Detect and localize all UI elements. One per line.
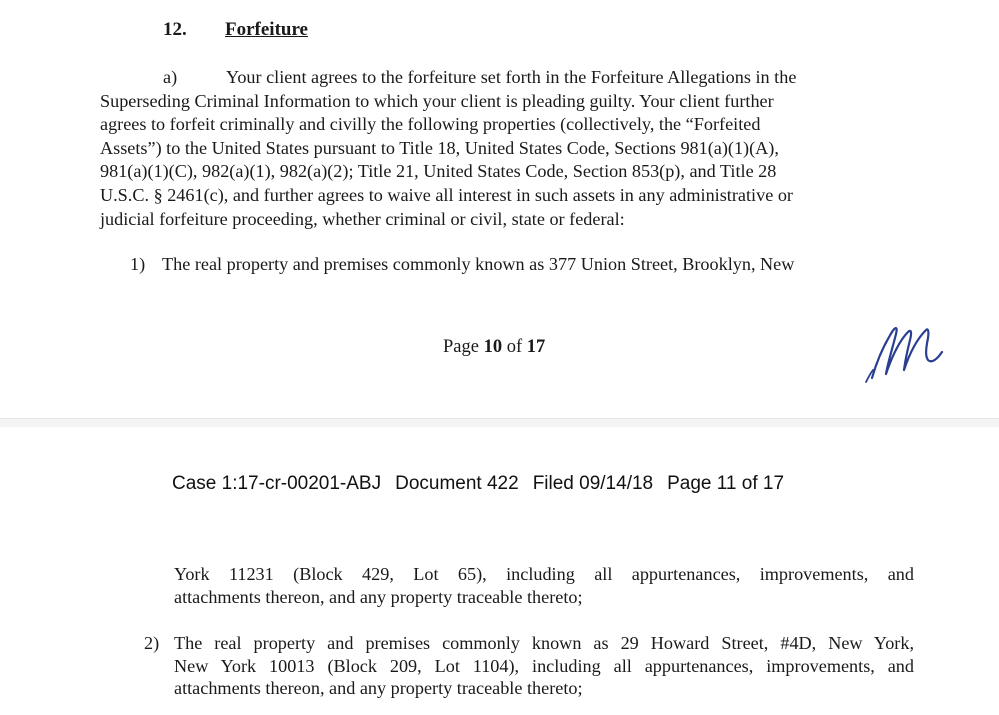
case-header — [172, 473, 798, 495]
page-footer-prefix: Page — [443, 337, 484, 357]
initials-signature-icon — [858, 312, 954, 388]
section-number: 12. — [163, 19, 187, 40]
section-title: Forfeiture — [225, 19, 308, 40]
list-item-2-line-2: New York 10013 (Block 209, Lot 1104), including all appurtenances, improvements, and — [174, 655, 914, 676]
paragraph-a-line-4: Assets”) to the United States pursuant to Title 18, United States Code, Sections 981(a)(1)(A), — [100, 137, 779, 158]
paragraph-a-line-3: agrees to forfeit criminally and civilly the following properties (collectively, the “Forfeited — [100, 114, 761, 135]
page-footer-total: 17 — [526, 337, 546, 357]
list-item-1-marker: 1) — [130, 254, 146, 274]
list-item-2-marker: 2) — [144, 633, 160, 653]
paragraph-a-line-1-text: Your client agrees to the forfeiture set forth in the Forfeiture Allegations in the — [226, 67, 797, 87]
paragraph-a — [100, 66, 885, 231]
paragraph-a-line-2: Superseding Criminal Information to which your client is pleading guilty. Your client further — [100, 90, 774, 111]
paragraph-a-line-6: U.S.C. § 2461(c), and further agrees to waive all interest in such assets in any administrative or — [100, 184, 793, 205]
list-item-1 — [130, 254, 794, 275]
page-footer-number: 10 — [483, 337, 503, 357]
paragraph-a-line-1 — [100, 66, 885, 90]
page-footer — [443, 337, 545, 358]
paragraph-a-line-7: judicial forfeiture proceeding, whether criminal or civil, state or federal: — [100, 208, 625, 229]
paragraph-a-line-5: 981(a)(1)(C), 982(a)(1), 982(a)(2); Title 21, United States Code, Section 853(p), and Title 28 — [100, 161, 777, 182]
list-item-2-line-1: The real property and premises commonly known as 29 Howard Street, #4D, New York, — [174, 633, 914, 653]
list-item-2-line-3: attachments thereon, and any property traceable thereto; — [174, 678, 583, 698]
list-item-2-body — [174, 632, 914, 700]
document-number: Document 422 — [395, 473, 519, 494]
case-number: Case 1:17-cr-00201-ABJ — [172, 473, 382, 494]
page-indicator: Page 11 of 17 — [667, 473, 785, 494]
filed-date: Filed 09/14/18 — [532, 473, 654, 494]
list-item-1-text: The real property and premises commonly known as 377 Union Street, Brooklyn, New — [162, 254, 795, 274]
page-footer-of: of — [502, 337, 527, 357]
list-item-1-continuation — [174, 563, 914, 608]
paragraph-a-marker: a) — [163, 67, 178, 87]
list-item-1-continuation-line-2: attachments thereon, and any property traceable thereto; — [174, 586, 583, 607]
list-item-1-continuation-line-1: York 11231 (Block 429, Lot 65), including all appurtenances, improvements, and — [174, 564, 914, 584]
